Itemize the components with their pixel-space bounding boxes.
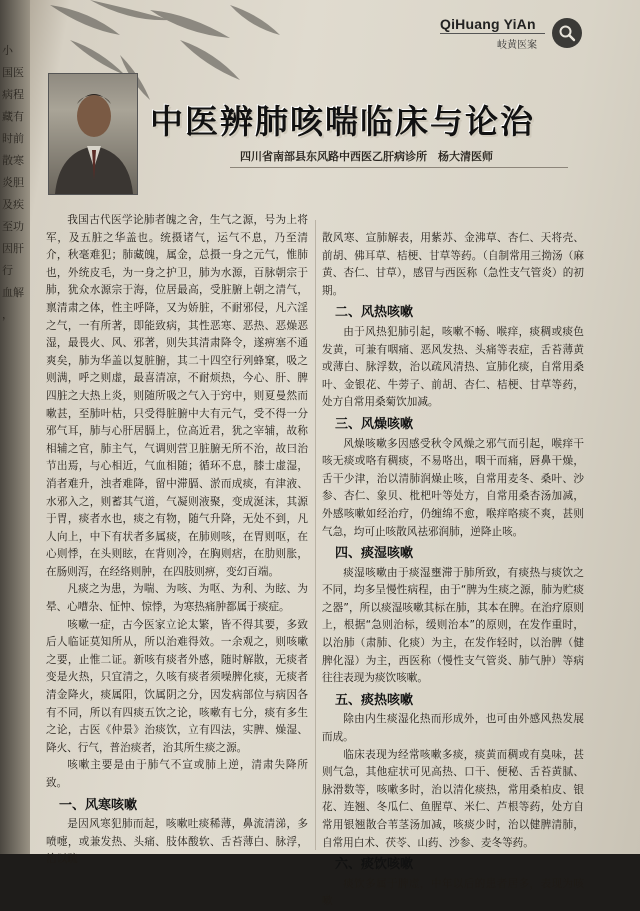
facing-page-fragment: 至功 (2, 220, 24, 233)
magnifier-icon (552, 18, 582, 48)
facing-page-text (2, 40, 24, 326)
body-paragraph: 凡痰之为患，为喘、为咳、为呕、为利、为眩、为晕、心嘈杂、怔忡、惊悸，为寒热痛肿都属于痰症。 (46, 583, 308, 614)
facing-page-edge (0, 0, 30, 854)
body-paragraph: 我国古代医学论肺者魄之舍，生气之源，号为上将军，及五脏之华盖也。统摄诸气，运气不息，乃至清介，秋毫难犯；肺藏魄，属金，总摄一身之元气，惟肺也，外统皮毛，为一身之护卫，肺为水源，百脉朝宗于肺，犹众水源宗于海，位居最高，受脏腑上朝之清气，禀清肃之体，性主呼降，又为娇脏，不耐邪侵，凡六淫之气，一有所著，即能致病，其性恶寒、恶热、恶燥恶湿，最畏火、风、邪著，则失其清肃降令，遂痹塞不通爽矣，肺为华盖以复脏腑，其二十四空行列蜂窠，吸之则满，呼之则虚，最喜清凉，不耐烦热，今心、肝、脾四脏之大热上炎，则随所吸之气入于窍中，则夏曼然而嗽甚，至肺叶枯，只受得脏腑中大有元气，受不得一分邪气耳，肺与心肝居膈上，位高近君，犹之宰辅，故称相辅之官，肺主气，气调则营卫脏腑无所不治，故曰治节出焉，与心相近，气血相随；循环不息，膝士虚湿，消者难升，浊者难降，留中滞膈、淤而成痰，有津液、水邪入之，则蓄其气道，气凝则液聚，变成涎沫，其源于胃，痰者水也，痰之有物，随气升降，无处不到，凡人向上，中下有状者多属痰，在肺则咳，在胃则呕，在心则悸，在头则眩，在背则冷，在胸则痞，在肋则胀，在肠则泻，在经络则肿，在四肢则痹，变幻百端。 (46, 214, 308, 578)
facing-page-fragment: 藏有 (2, 110, 24, 123)
left-text-column (46, 212, 308, 869)
facing-page-fragment: 病程 (2, 88, 24, 101)
section-heading: 二、风热咳嗽 (335, 305, 414, 321)
body-paragraph: 是因风寒犯肺而起，咳嗽吐痰稀薄，鼻流清涕，多喷嚏，或兼发热、头痛、肢体酸软、舌苔薄白、脉浮，治以疏 (46, 818, 308, 866)
section-heading: 五、痰热咳嗽 (335, 692, 414, 708)
body-paragraph: 除由内生痰湿化热而形成外，也可由外感风热发展而成。 (322, 713, 584, 744)
author-portrait (48, 73, 138, 195)
body-paragraph: 临床表现为经常咳嗽多痰，痰黄而稠或有臭味，甚则气急，其他症状可见高热、口干、便秘、舌苔黄腻、脉滑数等，咳嗽多时，治以清化痰热，常用桑柏皮、银花、连翘、冬瓜仁、鱼腥草、米仁、芦根等药，处方自常用银翘散合苇茎汤加减，咳痰少时，治以健脾清肺，自常用白术、茯苓、山药、沙参、麦冬等药。 (322, 748, 584, 849)
section-heading: 三、风燥咳嗽 (335, 416, 414, 432)
facing-page-fragment: 炎胆 (2, 176, 24, 189)
right-text-column (322, 230, 584, 911)
facing-page-fragment: 国医 (2, 66, 24, 79)
body-paragraph: 散风寒、宣肺解表，用紫苏、金沸草、杏仁、天将壳、前胡、佛耳草、桔梗、甘草等药。（自制常用三拗汤（麻黄、杏仁、甘草），感冒与西医称（急性支气管炎）的初期。 (322, 232, 584, 297)
section-heading: 一、风寒咳嗽 (59, 797, 138, 813)
body-paragraph: 痰饮多属于脾虚，中年以后的患者居多，表现为咳嗽 (322, 877, 584, 908)
facing-page-fragment: 及疾 (2, 198, 24, 211)
facing-page-fragment: 行 (2, 264, 13, 277)
section-heading: 六、痰饮咳嗽 (335, 857, 414, 873)
column-divider (315, 220, 316, 850)
facing-page-fragment: 时前 (2, 132, 24, 145)
body-paragraph: 痰湿咳嗽由于痰湿壅滞于肺所致，有痰热与痰饮之不同，均多呈慢性病程，由于“脾为生痰之源，肺为贮痰之器”，所以痰湿咳嗽其标在肺，其本在脾。在治疗原则上，根据“急则治标，缓则治本”的原则，在发作重时，以治肺（肃肺、化痰）为主，在发作轻时，以治脾（健脾化湿）为主，西医称（慢性支气管炎、肺气肿）等病往往表现为痰饮咳嗽。 (322, 566, 584, 685)
body-paragraph: 风燥咳嗽多因感受秋令风燥之邪气而引起，喉痒干咳无痰或咯有稠痰，不易咯出，咽干而痛，唇鼻干燥，舌干少津，治以清肺润燥止咳，自常用麦冬、桑叶、沙参、杏仁、象贝、枇杷叶等处方，自常用桑杏汤加减，外感咳嗽如经治疗，仍缠绵不愈，喉痒咯痰不爽，甚则气急，均可止咳散风祛邪润肺，逆降止咳。 (322, 437, 584, 538)
facing-page-fragment: ， (2, 308, 13, 321)
body-paragraph: 咳嗽一症，古今医家立论太繁，皆不得其要，多致后人临证莫知所从，所以治难得效。一余观之，则咳嗽之要，止惟二证。新咳有痰者外感，随时解散，无痰者变是火热，只宜清之，久咳有痰者须噪脾化痰，无痰者清金降火，痰属阳，饮属阴之分，因发病部位与病因各有不同，所以有四痰五饮之论，咳嗽有七分，痰有多生之论，古医《仲景》治痰饮，立有四法，实脾、燥湿、降火、行气，普治痰者，治其所生痰之源。 (46, 618, 308, 754)
journal-english-name: QiHuang YiAn (440, 16, 536, 32)
byline-divider (230, 167, 568, 168)
body-paragraph: 由于风热犯肺引起，咳嗽不畅、喉痒，痰稠或痰色发黄，可兼有咽痛、恶风发热、头痛等表症，舌苔薄黄或薄白、脉浮数，治以疏风清热、宣肺化痰，自常用桑叶、金银花、牛蒡子、前胡、杏仁、桔梗、甘草等药，处方自常用桑菊饮加减。 (322, 325, 584, 409)
header-rule (440, 33, 545, 34)
article-title: 中医辨肺咳喘临床与论治 (150, 102, 535, 141)
facing-page-fragment: 因肝 (2, 242, 24, 255)
journal-chinese-name: 岐黄医案 (497, 40, 537, 51)
article-byline: 四川省南部县东风路中西医乙肝病诊所 杨大清医师 (240, 150, 493, 163)
body-paragraph: 咳嗽主要是由于肺气不宣或肺上逆，清肃失降所致。 (46, 759, 308, 789)
facing-page-fragment: 小 (2, 44, 13, 57)
facing-page-fragment: 散寒 (2, 154, 24, 167)
facing-page-fragment: 血解 (2, 286, 24, 299)
section-heading: 四、痰湿咳嗽 (335, 546, 414, 562)
